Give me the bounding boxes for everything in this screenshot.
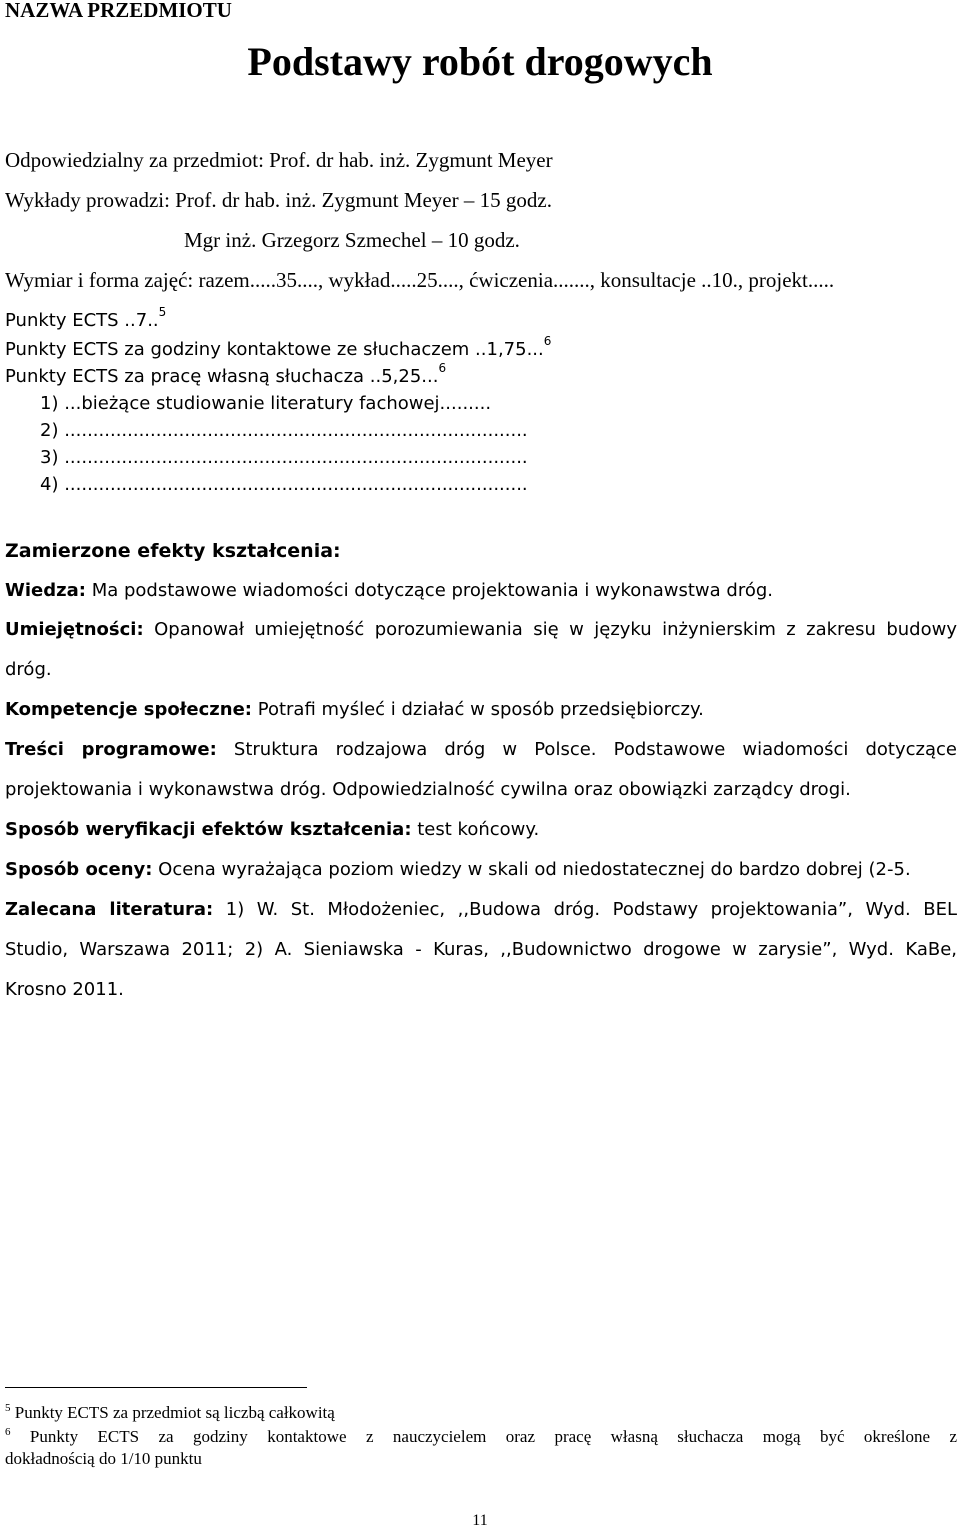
footnote-number: 6 xyxy=(5,1426,11,1438)
lecturer-second: Mgr inż. Grzegorz Szmechel – 10 godz. xyxy=(184,228,520,252)
footnote-ref-5: 5 xyxy=(158,305,167,319)
outcomes-heading: Zamierzone efekty kształcenia: xyxy=(5,540,341,562)
footnote-separator xyxy=(5,1387,307,1388)
footnote-6 xyxy=(5,1427,957,1447)
literature xyxy=(5,899,957,920)
course-label: NAZWA PRZEDMIOTU xyxy=(5,0,232,22)
footnote-number: 5 xyxy=(5,1402,11,1414)
literature-text: 1) W. St. Młodożeniec, ,,Budowa dróg. Podstawy projektowania”, Wyd. BEL xyxy=(225,899,957,920)
verification xyxy=(5,819,539,840)
literature-text-2: Studio, Warszawa 2011; 2) A. Sieniawska - Kuras, ,,Budownictwo drogowe w zarysie”, Wyd. KaBe, xyxy=(5,939,957,960)
knowledge-label: Wiedza: xyxy=(5,580,86,601)
verification-label: Sposób weryfikacji efektów kształcenia: xyxy=(5,819,412,840)
ects-total-text: Punkty ECTS ..7.. xyxy=(5,310,159,331)
footnote-ref-6: 6 xyxy=(438,361,447,375)
competences-text: Potrafi myśleć i działać w sposób przedsiębiorczy. xyxy=(257,699,704,720)
list-item: 4) ................................................................................. xyxy=(40,474,528,495)
assessment-label: Sposób oceny: xyxy=(5,859,153,880)
competences-label: Kompetencje społeczne: xyxy=(5,699,253,720)
literature-line-3: Krosno 2011. xyxy=(5,979,124,1000)
responsible-person: Odpowiedzialny za przedmiot: Prof. dr hab. inż. Zygmunt Meyer xyxy=(5,148,553,172)
footnote-6-text: Punkty ECTS za godziny kontaktowe z nauczycielem oraz pracę własną słuchacza mogą być określone z xyxy=(29,1427,957,1446)
skills-text: Opanował umiejętność porozumiewania się w języku inżynierskim z zakresu budowy xyxy=(154,619,957,640)
footnote-5-text: Punkty ECTS za przedmiot są liczbą całkowitą xyxy=(14,1403,335,1422)
skills xyxy=(5,619,957,640)
program-content-text: Struktura rodzajowa dróg w Polsce. Podstawowe wiadomości dotyczące xyxy=(233,739,957,760)
list-item: 2) ................................................................................. xyxy=(40,420,528,441)
knowledge-text: Ma podstawowe wiadomości dotyczące projektowania i wykonawstwa dróg. xyxy=(91,580,773,601)
literature-label: Zalecana literatura: xyxy=(5,899,214,920)
footnote-6-continuation: dokładnością do 1/10 punktu xyxy=(5,1449,202,1468)
page-title: Podstawy robót drogowych xyxy=(247,39,713,84)
assessment-text: Ocena wyrażająca poziom wiedzy w skali od niedostatecznej do bardzo dobrej (2-5. xyxy=(158,859,911,880)
page-number: 11 xyxy=(472,1512,488,1529)
skills-continuation: dróg. xyxy=(5,659,52,680)
footnote-5 xyxy=(5,1403,335,1423)
program-content-continuation: projektowania i wykonawstwa dróg. Odpowiedzialność cywilna oraz obowiązki zarządcy drogi. xyxy=(5,779,851,800)
ects-self-text: Punkty ECTS za pracę własną słuchacza ..5,25... xyxy=(5,366,439,387)
competences xyxy=(5,699,704,720)
list-item: 1) ...bieżące studiowanie literatury fachowej......... xyxy=(40,393,492,414)
knowledge xyxy=(5,580,773,601)
hours-breakdown: Wymiar i forma zajęć: razem.....35...., wykład.....25...., ćwiczenia......., konsultacje ..10., projekt..... xyxy=(5,268,835,292)
verification-text: test końcowy. xyxy=(417,819,540,840)
lecturers: Wykłady prowadzi: Prof. dr hab. inż. Zygmunt Meyer – 15 godz. xyxy=(5,188,552,212)
assessment xyxy=(5,859,911,880)
ects-contact-text: Punkty ECTS za godziny kontaktowe ze słuchaczem ..1,75... xyxy=(5,339,544,360)
ects-contact xyxy=(5,334,552,360)
skills-label: Umiejętności: xyxy=(5,619,144,640)
list-item: 3) ................................................................................. xyxy=(40,447,528,468)
ects-total xyxy=(5,305,167,331)
footnote-ref-6: 6 xyxy=(543,334,552,348)
program-content-label: Treści programowe: xyxy=(5,739,217,760)
program-content xyxy=(5,739,957,760)
ects-self xyxy=(5,361,447,387)
literature-line-2 xyxy=(5,939,957,960)
